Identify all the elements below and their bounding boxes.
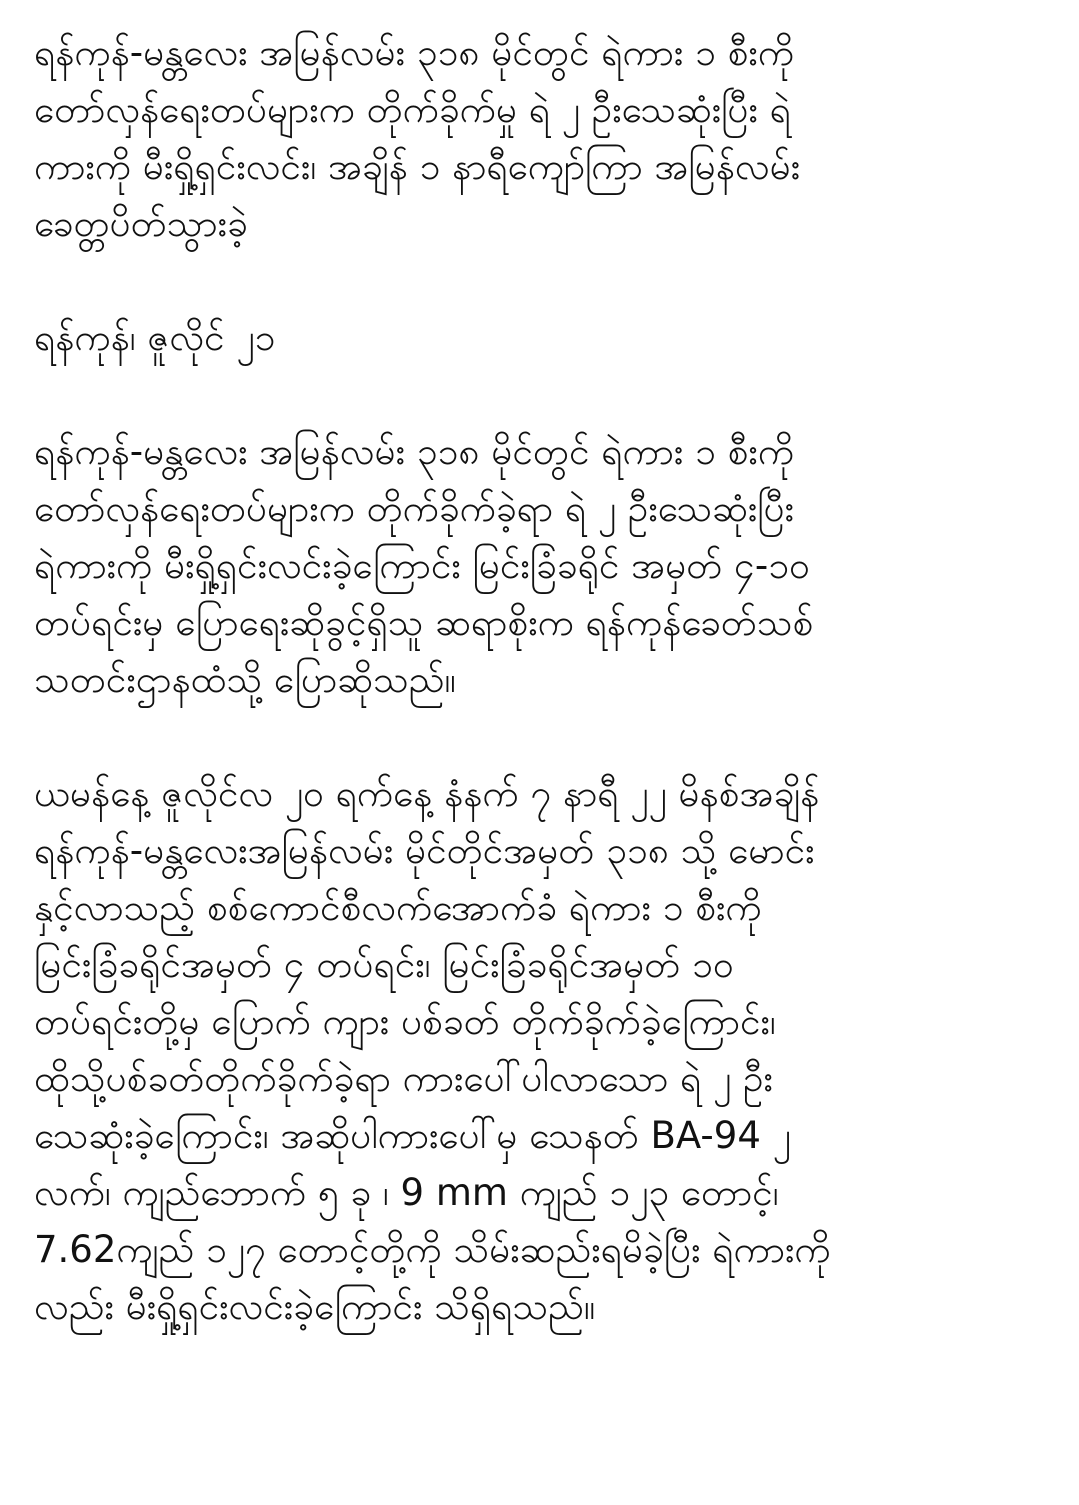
headline-line: တော်လှန်ရေးတပ်များက တိုက်ခိုက်မှု ရဲ ၂ ဦးသေဆုံးပြီး ရဲ [34, 88, 791, 131]
paragraph-line: လည်း မီးရှို့ရှင်းလင်းခဲ့ကြောင်း သိရှိရသည်။ [34, 1285, 596, 1328]
paragraph-line: ထိုသို့ပစ်ခတ်တိုက်ခိုက်ခဲ့ရာ ကားပေါ်ပါလာသော ရဲ ၂ ဦး [34, 1057, 773, 1100]
paragraph-line: မြင်းခြံခရိုင်အမှတ် ၄ တပ်ရင်း၊ မြင်းခြံခရိုင်အမှတ် ၁၀ [34, 943, 734, 986]
paragraph-1 [34, 423, 1054, 708]
headline-line: ခေတ္တပိတ်သွားခဲ့ [34, 202, 248, 245]
dateline-text: ရန်ကုန်၊ ဇူလိုင် ၂၁ [34, 316, 276, 359]
news-article [34, 24, 1054, 1335]
paragraph-line: ရန်ကုန်-မန္တလေးအမြန်လမ်း မိုင်တိုင်အမှတ် ၃၁၈ သို့ မောင်း [34, 829, 815, 872]
paragraph-line: တပ်ရင်းတို့မှ ပြောက် ကျား ပစ်ခတ် တိုက်ခိုက်ခဲ့ကြောင်း၊ [34, 1000, 776, 1043]
paragraph-line: တပ်ရင်းမှ ပြောရေးဆိုခွင့်ရှိသူ ဆရာစိုးက ရန်ကုန်ခေတ်သစ် [34, 601, 814, 644]
paragraph-line: ယမန်နေ့ ဇူလိုင်လ ၂၀ ရက်နေ့ နံနက် ၇ နာရီ ၂၂ မိနစ်အချိန် [34, 772, 820, 815]
dateline [34, 309, 1054, 366]
paragraph-line: သတင်းဌာနထံသို့ ပြောဆိုသည်။ [34, 658, 456, 701]
paragraph-line: ရဲကားကို မီးရှို့ရှင်းလင်းခဲ့ကြောင်း မြင်းခြံခရိုင် အမှတ် ၄-၁၀ [34, 544, 810, 587]
paragraph-2 [34, 765, 1054, 1335]
headline [34, 24, 1054, 252]
paragraph-line: 7.62ကျည် ၁၂၇ တောင့်တို့ကို သိမ်းဆည်းရမိခဲ့ပြီး ရဲကားကို [34, 1228, 831, 1271]
paragraph-line: ရန်ကုန်-မန္တလေး အမြန်လမ်း ၃၁၈ မိုင်တွင် ရဲကား ၁ စီးကို [34, 430, 795, 473]
headline-line: ကားကို မီးရှို့ရှင်းလင်း၊ အချိန် ၁ နာရီကျော်ကြာ အမြန်လမ်း [34, 145, 801, 188]
paragraph-line: တော်လှန်ရေးတပ်များက တိုက်ခိုက်ခဲ့ရာ ရဲ ၂ ဦးသေဆုံးပြီး [34, 487, 795, 530]
paragraph-line: လက်၊ ကျည်ဘောက် ၅ ခု ၊ 9 mm ကျည် ၁၂၃ တောင့်၊ [34, 1171, 779, 1214]
paragraph-line: နှင့်လာသည့် စစ်ကောင်စီလက်အောက်ခံ ရဲကား ၁ စီးကို [34, 886, 762, 929]
headline-line: ရန်ကုန်-မန္တလေး အမြန်လမ်း ၃၁၈ မိုင်တွင် ရဲကား ၁ စီးကို [34, 31, 795, 74]
paragraph-line: သေဆုံးခဲ့ကြောင်း၊ အဆိုပါကားပေါ်မှ သေနတ် BA-94 ၂ [34, 1114, 791, 1157]
